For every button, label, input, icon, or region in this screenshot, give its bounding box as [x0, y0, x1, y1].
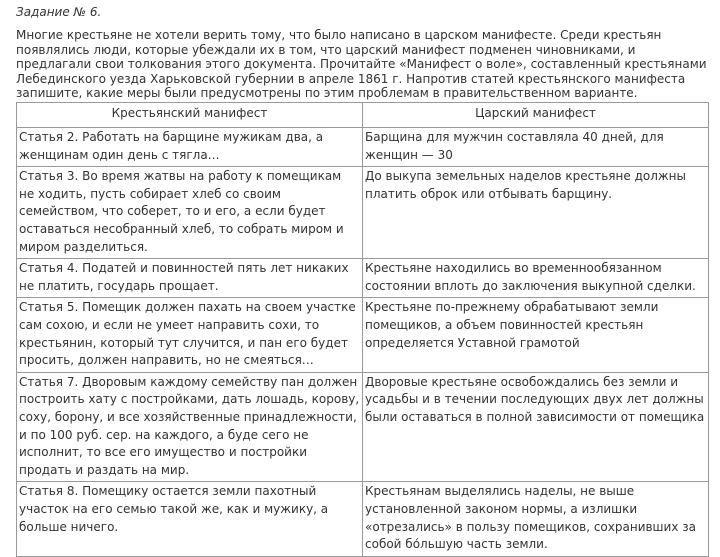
tsar-measure-cell: Крестьянам выделялись наделы, не выше установленной законом нормы, а излишки «отрезались» в пользу помещиков, сохранивших за собой бо́льшую часть земли.: [363, 482, 709, 556]
table-row: [17, 372, 709, 482]
tsar-measure-cell: Крестьяне по-прежнему обрабатывают земли помещиков, а объем повинностей крестьян определяется Уставной грамотой: [363, 298, 709, 372]
peasant-article-cell: Статья 7. Дворовым каждому семейству пан должен построить хату с постройками, дать лошадь, корову, соху, борону, и все хозяйственные принадлежности, и по 100 руб. сер. на каждого, а буде сего не исполнит, то все его имущество и постройки продать и раздать на мир.: [17, 372, 363, 482]
table-row: [17, 298, 709, 372]
table-header-row: [17, 102, 709, 128]
tsar-measure-cell: До выкупа земельных наделов крестьяне должны платить оброк или отбывать барщину.: [363, 167, 709, 259]
table-row: [17, 128, 709, 167]
peasant-article-cell: Статья 3. Во время жатвы на работу к помещикам не ходить, пусть собирает хлеб со своим семейством, что соберет, то и его, а если будет оставаться несобранный хлеб, то собрать миром и миром разделиться.: [17, 167, 363, 259]
task-intro: Многие крестьяне не хотели верить тому, что было написано в царском манифесте. Среди крестьян появлялись люди, которые убеждали их в том, что царский манифест подменен чиновниками, и предлагали свои толкования этого документа. Прочитайте «Манифест о воле», составленный крестьянами Лебединского уезда Харьковской губернии в апреле 1861 г. Напротив статей крестьянского манифеста запишите, какие меры были предусмотрены по этим проблемам в правительственном варианте.: [16, 28, 707, 100]
tsar-measure-cell: Дворовые крестьяне освобождались без земли и усадьбы и в течении последующих двух лет должны были оставаться в полной зависимости от помещика: [363, 372, 709, 482]
task-title: Задание № 6.: [16, 5, 102, 19]
header-peasant-manifesto: Крестьянский манифест: [17, 102, 363, 128]
table-row: [17, 259, 709, 298]
peasant-article-cell: Статья 5. Помещик должен пахать на своем участке сам сохою, и если не умеет направить сохи, то крестьянин, который тут случится, и пан его будет просить, должен направить, но не смеяться…: [17, 298, 363, 372]
tsar-measure-cell: Барщина для мужчин составляла 40 дней, для женщин — 30: [363, 128, 709, 167]
peasant-article-cell: Статья 2. Работать на барщине мужикам два, а женщинам один день с тягла…: [17, 128, 363, 167]
tsar-measure-cell: Крестьяне находились во временнообязанном состоянии вплоть до заключения выкупной сделки.: [363, 259, 709, 298]
comparison-table: [16, 102, 709, 557]
table-row: [17, 482, 709, 556]
peasant-article-cell: Статья 4. Податей и повинностей пять лет никаких не платить, государь прощает.: [17, 259, 363, 298]
table-row: [17, 167, 709, 259]
peasant-article-cell: Статья 8. Помещику остается земли пахотный участок на его семью такой же, как и мужику, а больше ничего.: [17, 482, 363, 556]
header-tsar-manifesto: Царский манифест: [363, 102, 709, 128]
